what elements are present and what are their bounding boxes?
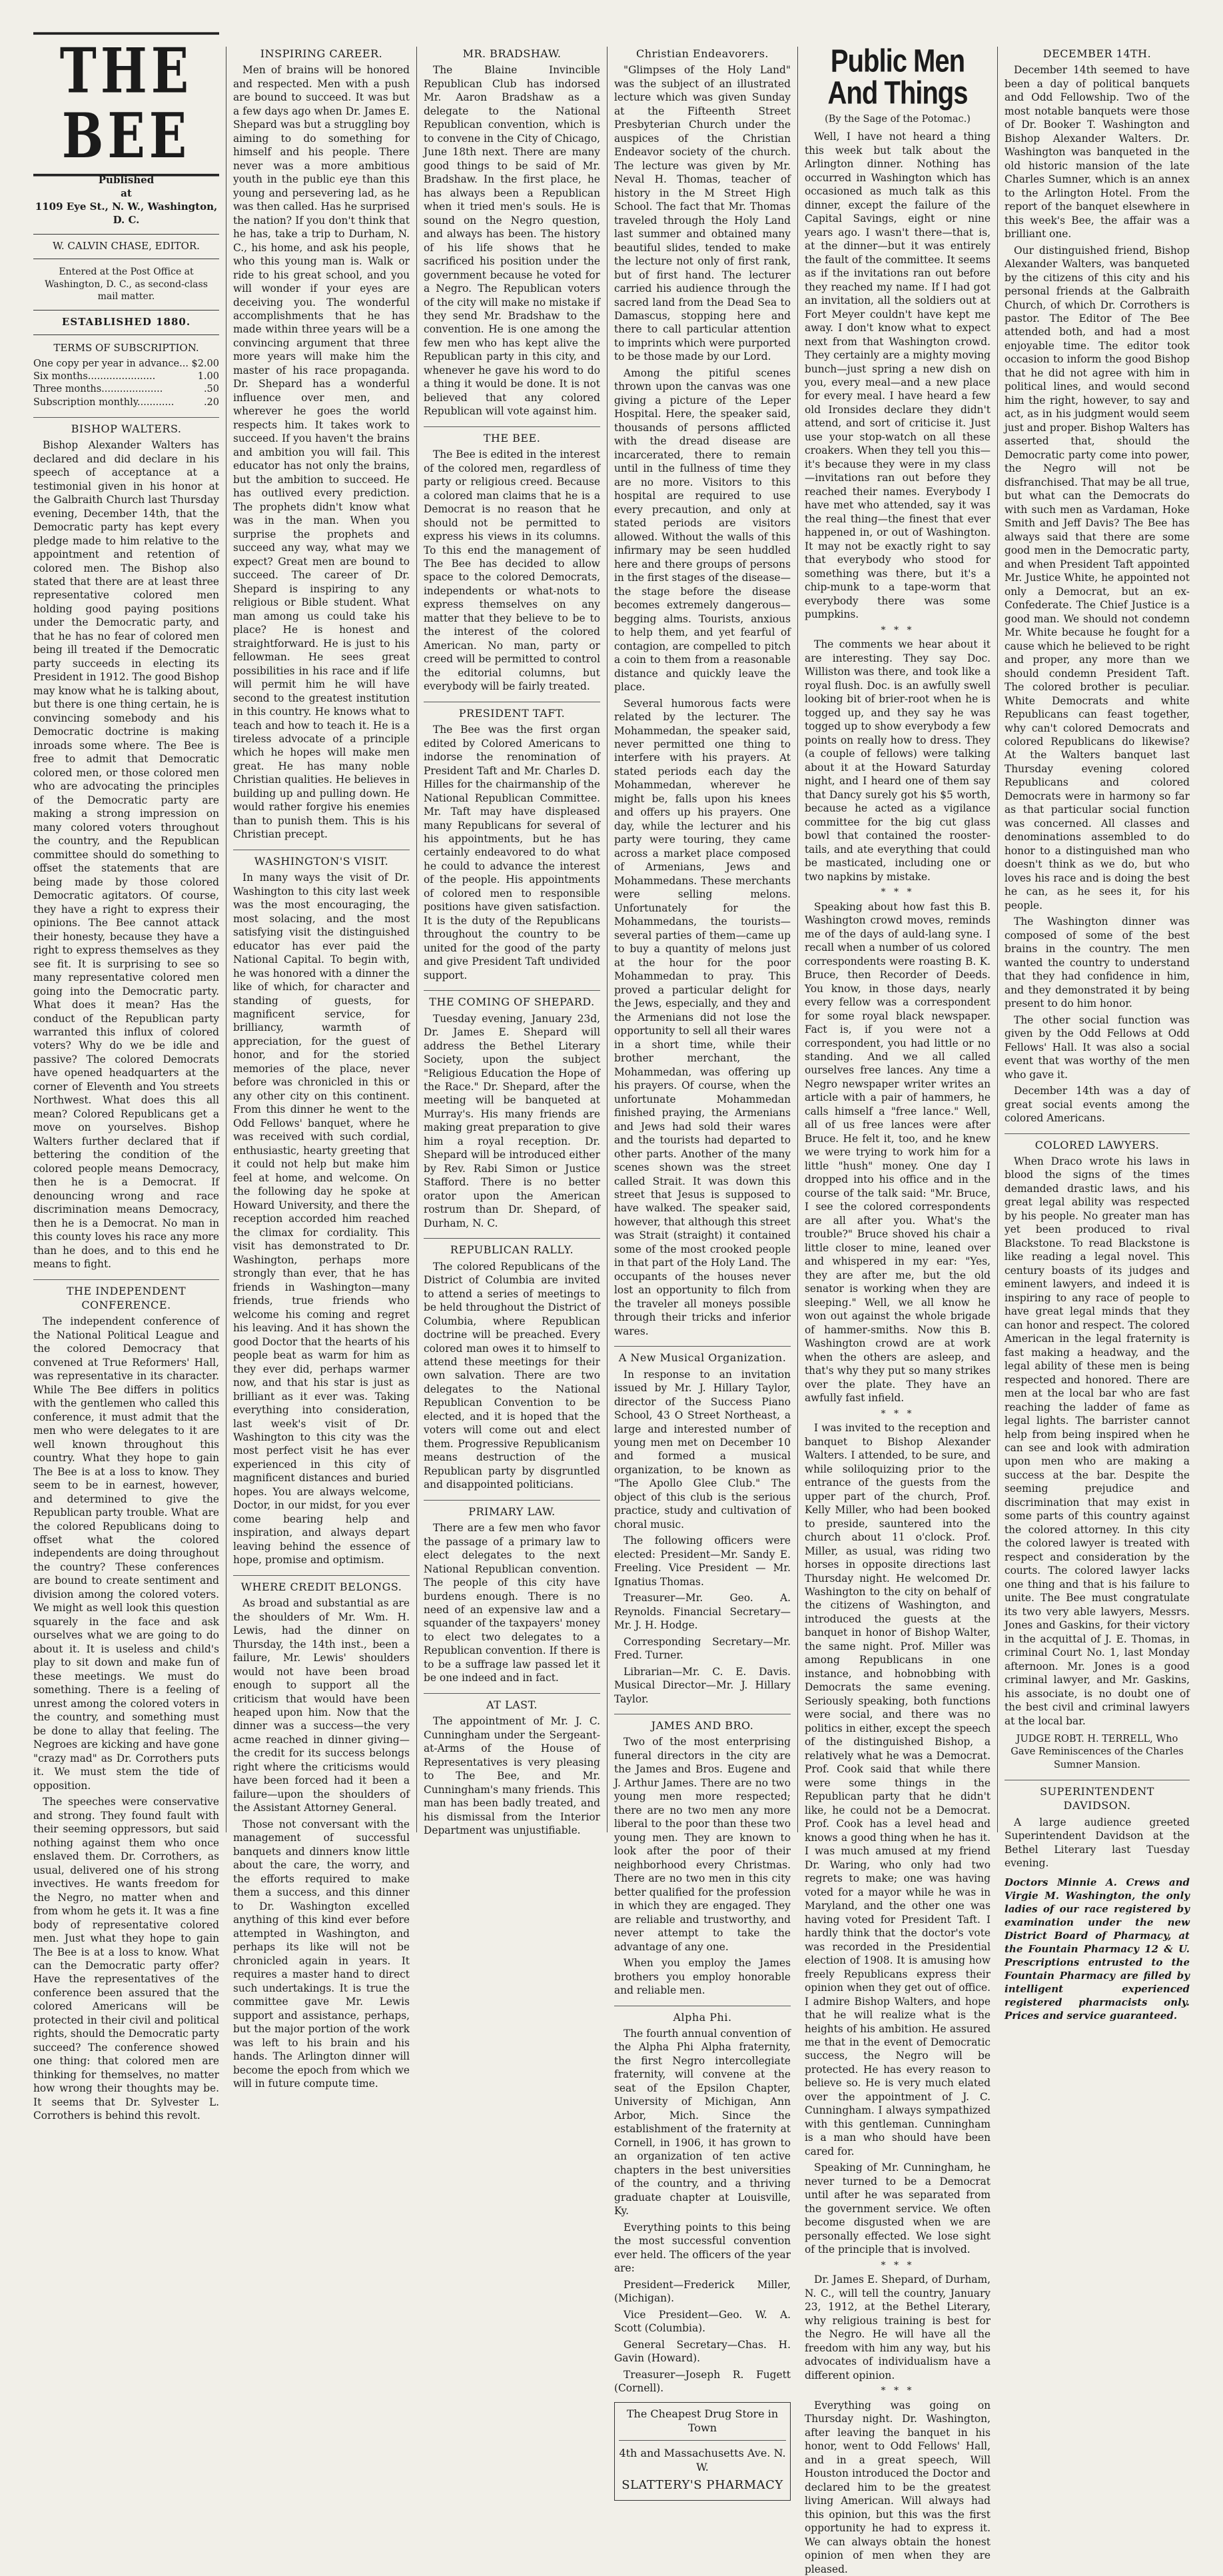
article-paragraph: The colored Republicans of the District of Columbia are invited to attend a series of meetings to be held throughout the District of Columbia, where Republican doctrine will be preached. Every colored man owes it to himself to attend these meetings for their own salvation. There are two delegates to the National Republican Convention to be elected, and it is hoped that the voters will come out and elect them. Progressive Republicanism means destruction of the Republican party by disgruntled and disappointed politicians. xyxy=(424,1260,600,1491)
article-paragraph: A large audience greeted Superintendent Davidson at the Bethel Literary last Tuesday evening. xyxy=(1005,1816,1190,1869)
article-paragraph: Two of the most enterprising funeral directors in the city are the James and Bros. Eugene and J. Arthur James. There are no two young men more respected; there are no two men any more liberal to the poor than these two young men. They are known to look after the poor of their neighborhood every Christmas. There are no two men in this city better qualified for the profession in which they are engaged. They are reliable and trustworthy, and never attempt to take the advantage of any one. xyxy=(614,1736,791,1953)
article-paragraph: Treasurer—Mr. Geo. A. Reynolds. Financial Secretary—Mr. J. H. Hodge. xyxy=(614,1592,791,1632)
drug-store-ad xyxy=(614,2402,791,2501)
article-paragraph: The Washington dinner was composed of some of the best brains in the country. The men wanted the country to understand that they had confidence in him, and they demonstrated it by being present to do him honor. xyxy=(1005,916,1190,1010)
article-title: Alpha Phi. xyxy=(614,2006,791,2024)
section-stars: * * * xyxy=(881,2259,915,2271)
article-paragraph: Men of brains will be honored and respected. Men with a push are bound to succeed. It was but a few days ago when Dr. James E. Shepard was but a struggling boy aiming to do something for himself and his people. There never was a more ambitious youth in the public eye than this young and persevering lad, as he was then called. Has he surprised the nation? If you don't think that he has, take a trip to Durham, N. C., his home, and ask his people, who this young man is. Walk or ride to his great school, and you will wonder if your eyes are deceiving you. The wonderful accomplishments that he has made within three years will be a convincing argument that three more years will make him the master of his race propaganda. Dr. Shepard has a wonderful influence over men, and wherever he goes the world respects him. It takes work to succeed. If you haven't the brains and ambition you will fail. This educator has not only the brains, but the ambition to succeed. He has outlived every prediction. The prophets didn't know what was in the man. When you surprise the prophets and succeed any way, what may we expect? Great men are bound to succeed. The career of Dr. Shepard is inspiring to any religious or Bible student. What man among us could take his place? He is honest and straightforward. He is just to his fellowman. He sees great possibilities in his race and if life will permit him he will have second to the greatest institution in this country. He knows what to teach and how to teach it. He is a tireless advocate of a principle which he hopes will make men great. He has many noble Christian qualities. He believes in building up and pulling down. He would rather forgive his enemies than to punish them. This is his Christian precept. xyxy=(233,64,410,841)
article-title: COLORED LAWYERS. xyxy=(1005,1133,1190,1152)
section-stars: * * * xyxy=(881,1408,915,1419)
article-paragraph: The speeches were conservative and strong. They found fault with their seeming oppressors, but said nothing against them who once enslaved them. Dr. Corrothers, as usual, delivered one of his strong invectives. He wants freedom for the Negro, no matter when and from whom he gets it. It was a fine body of representative colored men. Just what they hope to gain The Bee is at a loss to know. What can the Democratic party offer? Have the representatives of the conference been assured that the colored Americans will be protected in their civil and political rights, should the Democratic party succeed? The conference showed one thing: that colored men are thinking for themselves, no matter how wrong their thoughts may be. It seems that Dr. Sylvester L. Corrothers is behind this revolt. xyxy=(33,1796,220,2122)
byline: (By the Sage of the Potomac.) xyxy=(825,114,971,125)
terms-row: One copy per year in advance... $2.00 xyxy=(33,358,219,369)
section-stars: * * * xyxy=(881,624,915,636)
article-paragraph: The other social function was given by the Odd Fellows at Odd Fellows' Hall. It was also a social event that was worthy of the men who gave it. xyxy=(1005,1013,1190,1081)
section-stars: * * * xyxy=(881,887,915,898)
article-paragraph: Vice President—Geo. W. A. Scott (Columbia). xyxy=(614,2308,791,2335)
article-title: THE COMING OF SHEPARD. xyxy=(424,990,600,1009)
article-paragraph: As broad and substantial as are the shoulders of Mr. Wm. H. Lewis, had the dinner on Thursday, the 14th inst., been a failure, Mr. Lewis' shoulders would not have been broad enough to support all the criticism that would have been heaped upon him. Now that the dinner was a success—the very acme reached in dinner giving—the credit for its success belongs right where the criticisms would have been forced had it been a failure—upon the shoulders of the Assistant Attorney General. xyxy=(233,1597,410,1814)
editor-line: W. CALVIN CHASE, EDITOR. xyxy=(33,234,219,259)
article-paragraph: "Glimpses of the Holy Land" was the subject of an illustrated lecture which was given Sunday at the Fifteenth Street Presbyterian Church under the auspices of the Christian Endeavor society of the church. The lecture was given by Mr. Neval H. Thomas, teacher of history in the M Street High School. The fact that Mr. Thomas traveled through the Holy Land last summer and obtained many beautiful slides, tended to make the lecture not only of first rank, but of first hand. The lecturer carried his audience through the sacred land from the Dead Sea to Damascus, stopping here and there to call particular attention to imprints which were purported to be those made by our Lord. xyxy=(614,64,791,363)
column-1 xyxy=(27,35,226,2122)
article-paragraph: The appointment of Mr. J. C. Cunningham under the Sergeant-at-Arms of the House of Representatives is very pleasing to The Bee, and Mr. Cunningham's many friends. This man has been badly treated, and his dismissal from the Interior Department was unjustifiable. xyxy=(424,1715,600,1837)
article-paragraph: There are a few men who favor the passage of a primary law to elect delegates to the next National Republican convention. The people of this city have burdens enough. There is no need of an expensive law and a squander of the taxpayers' money to elect two delegates to a Republican convention. If there is to be a suffrage law passed let it be one indeed and in fact. xyxy=(424,1522,600,1684)
pharmacy-notice: Doctors Minnie A. Crews and Virgie M. Washington, the only ladies of our race registered by examination under the new District Board of Pharmacy, at the Fountain Pharmacy 12 & U. Prescriptions entrusted to the Fountain Pharmacy are filled by intelligent experienced registered pharmacists only. Prices and service guaranteed. xyxy=(1005,1876,1190,2022)
newspaper-page xyxy=(27,35,1196,2575)
article-title: THE INDEPENDENT CONFERENCE. xyxy=(33,1279,219,1313)
terms-row: Six months...................... 1.00 xyxy=(33,371,219,382)
article-paragraph: President—Frederick Miller, (Michigan). xyxy=(614,2278,791,2305)
article-title: PRESIDENT TAFT. xyxy=(424,702,600,720)
article-paragraph: The following officers were elected: President—Mr. Sandy E. Freeling. Vice President — Mr. Ignatius Thomas. xyxy=(614,1535,791,1588)
article-paragraph: December 14th seemed to have been a day of political banquets and Odd Fellowship. Two of the most notable banquets were those of Dr. Booker T. Washington and Bishop Alexander Walters. Dr. Washington was banqueted in the old historic mansion of the late Charles Sumner, which is an annex to the Arlington Hotel. From the report of the banquet elsewhere in this week's Bee, the affair was a brilliant one. xyxy=(1005,64,1190,241)
article-title: BISHOP WALTERS. xyxy=(33,417,219,436)
established-line: ESTABLISHED 1880. xyxy=(33,310,219,335)
article-paragraph: General Secretary—Chas. H. Gavin (Howard). xyxy=(614,2338,791,2365)
article-paragraph: The Bee was the first organ edited by Colored Americans to indorse the renomination of President Taft and Mr. Charles D. Hilles for the chairmanship of the National Republican Committee. Mr. Taft may have displeased many Republicans for several of his appointments, but he has certainly endeavored to do what he could to advance the interest of the people. His appointments of colored men to responsible positions have given satisfaction. It is the duty of the Republicans throughout the country to be united for the good of the party and give President Taft undivided support. xyxy=(424,724,600,981)
column-5 xyxy=(798,43,998,2575)
article-paragraph: When you employ the James brothers you employ honorable and reliable men. xyxy=(614,1957,791,1997)
published-at: at xyxy=(121,187,132,200)
publication-address: 1109 Eye St., N. W., Washington, D. C. xyxy=(35,201,218,227)
article-paragraph: Among the pitiful scenes thrown upon the canvas was one giving a picture of the Leper Hospital. Here, the speaker said, thousands of persons afflicted with the dread disease are incarcerated, there to remain until in the fullness of time they are no more. Visitors to this hospital are required to use every precaution, and only at stated periods are visitors allowed. Without the walls of this infirmary may be seen huddled here and there groups of persons in the first stages of the disease—the stage before the disease becomes extremely dangerous—begging alms. Tourists, anxious to help them, and yet fearful of contagion, are compelled to pitch a coin to them from a reasonable distance and quickly leave the place. xyxy=(614,366,791,694)
article-paragraph: Well, I have not heard a thing this week but talk about the Arlington dinner. Nothing has occurred in Washington which has occasioned as much talk as this dinner, except the failure of the Capital Savings, eight or nine years ago. I wasn't there—that is, at the dinner—but it was entirely the fault of the committee. It seems as if the invitations ran out before they reached my name. If I had got an invitation, all the soldiers out at Fort Meyer couldn't have kept me away. I don't know what to expect next from that Washington crowd. They certainly are a mighty moving bunch—just spring a new dish on you, every meal—and a new place for every meal. I have heard a few old Ironsides declare they didn't attend, and sort of criticise it. Just use your stop-watch on all these croakers. When they tell you this—it's because they were in my class—invitations ran out before they reached their names. Everybody I have met who attended, say it was the real thing—the finest that ever happened in, or out of Washington. It may not be exactly right to say that everybody who stood for something was there, but it's a chip-munk to a tape-worm that everybody there was some pumpkins. xyxy=(805,131,991,621)
article-paragraph: Corresponding Secretary—Mr. Fred. Turner. xyxy=(614,1635,791,1662)
article-title: JAMES AND BRO. xyxy=(614,1714,791,1732)
article-title: DECEMBER 14TH. xyxy=(1042,47,1152,60)
article-paragraph: Several humorous facts were related by the lecturer. The Mohammedan, the speaker said, never permitted one thing to interfere with his prayers. At stated periods each day the Mohammedan, wherever he might be, falls upon his knees and offers up his prayers. One day, while the lecturer and his party were touring, they came across a market place composed of Armenians, Jews and Mohammedans. These merchants were selling melons. Unfortunately for the Mohammedans, the tourists—several parties of them—came up to buy a quantity of melons just at the hour for the poor Mohammedan to pray. This proved a particular delight for the Jews, especially, and they and the Armenians did not lose the opportunity to sell all their wares in a short time, while their brother merchant, the Mohammedan, was offering up his prayers. Of course, when the unfortunate Mohammedan finished praying, the Armenians and Jews had sold their wares and the tourists had departed to other parts. Another of the many scenes shown was the street called Strait. It was down this street that Jesus is supposed to have walked. The speaker said, however, that although this street was Strait (straight) it contained some of the most crooked people in that part of the Holy Land. The occupants of the houses never lost an opportunity to filch from the traveler all moneys possible through their tricks and inferior wares. xyxy=(614,697,791,1337)
ad-line: 4th and Massachusetts Ave. N. W. xyxy=(619,2447,786,2474)
article-paragraph: Everything points to this being the most successful convention ever held. The officers of the year are: xyxy=(614,2221,791,2275)
article-paragraph: Bishop Alexander Walters has declared and did declare in his speech of acceptance at a testimonial given in his honor at the Galbraith Church last Thursday evening, December 14th, that the Democratic party has kept every pledge made to him relative to the appointment and retention of colored men. The Bishop also stated that there are at least three representative colored men holding good paying positions under the Democratic party, and that he has no fear of colored men being ill treated if the Democratic party succeeds in electing its President in 1912. The good Bishop may know what he is talking about, but there is one thing certain, he is convincing somebody and his Democratic doctrine is making inroads some where. The Bee is free to admit that Democratic colored men, or those colored men who are advocating the principles of the Democratic party are making a strong impression on many colored voters throughout the country, and the Republican committee should do something to offset the statements that are being made by those colored Democratic agitators. Of course, they have a right to express their opinions. The Bee cannot attack their honesty, because they have a right to express themselves as they see fit. It is surprising to see so many representative colored men going into the Democratic party. What does it mean? Has the conduct of the Republican party warranted this influx of colored voters? Why do we be idle and passive? The colored Democrats have opened headquarters at the corner of Eleventh and You streets Northwest. What does this all mean? Colored Republicans get a move on yourselves. Bishop Walters further declared that if bettering the condition of the colored people means Democracy, then he is a Democrat. If denouncing wrong and race discrimination means Democracy, then he is a Democrat. No man in this county loves his race any more than he does, and to this end he means to fight. xyxy=(33,439,219,1271)
article-title: A New Musical Organization. xyxy=(614,1346,791,1365)
article-paragraph: The fourth annual convention of the Alpha Phi Alpha fraternity, the first Negro intercollegiate fraternity, will convene at the seat of the Epsilon Chapter, University of Michigan, Ann Arbor, Mich. Since the establishment of the fraternity at Cornell, in 1906, it has grown to an organization of ten active chapters in the best universities of the country, and a thriving graduate chapter at Louisville, Ky. xyxy=(614,2027,791,2218)
column-4 xyxy=(608,47,798,2492)
ad-line: The Cheapest Drug Store in Town xyxy=(626,2407,779,2434)
column-2 xyxy=(226,47,417,2090)
article-paragraph: Speaking about how fast this B. Washington crowd moves, reminds me of the days of auld-lang syne. I recall when a number of us colored correspondents were roasting B. K. Bruce, then Recorder of Deeds. You know, in those days, nearly every fellow was a correspondent for some royal black newspaper. Fact is, if you were not a correspondent, you had little or no standing. And we all called ourselves free lances. Any time a Negro newspaper writer writes an article with a pair of hammers, he calls himself a "free lance." Well, all of us free lances were after Bruce. He felt it, too, and he knew we were trying to work him for a little "hush" money. One day I dropped into his office and in the course of the talk said: "Mr. Bruce, I see the colored correspondents are all after you. What's the trouble?" Bruce shoved his chair a little closer to mine, leaned over and whispered in my ear: "Yes, they are after me, but the old senator is working when they are sleeping." Well, we all know he won out against the whole brigade of hammer-smiths. Now this B. Washington crowd are at work when the others are asleep, and that's why they put so many strikes over the plate. They have an awfully fast infield. xyxy=(805,900,991,1405)
ad-divider xyxy=(619,2440,786,2441)
article-title: MR. BRADSHAW. xyxy=(462,47,562,60)
article-paragraph: Those not conversant with the management of successful banquets and dinners know little about the care, the worry, and the efforts required to make them a success, and this dinner to Dr. Washington excelled anything of this kind ever before attempted in Washington, and perhaps its like will not be chronicled again in years. It requires a master hand to direct such undertakings. It is true the committee gave Mr. Lewis support and assistance, perhaps, but the major portion of the work was left to his brain and his hands. The Arlington dinner will become the epoch from which we will in future compute time. xyxy=(233,1818,410,2090)
article-paragraph: Tuesday evening, January 23d, Dr. James E. Shepard will address the Bethel Literary Society, upon the subject "Religious Education the Hope of the Race." Dr. Shepard, after the meeting will be banqueted at Murray's. His many friends are making great preparation to give him a royal reception. Dr. Shepard will be introduced either by Rev. Rabi Simon or Justice Stafford. There is no better orator upon the American rostrum than Dr. Shepard, of Durham, N. C. xyxy=(424,1012,600,1229)
entered-notice: Entered at the Post Office at Washington, D. C., as second-class mail matter. xyxy=(45,267,208,303)
article-paragraph: In many ways the visit of Dr. Washington to this city last week was the most encouraging, the most solacing, and the most satisfying visit the distinguished educator has ever paid the National Capital. To begin with, he was honored with a dinner the like of which, for character and standing of guests, for magnificent service, for brilliancy, warmth of appreciation, for the guest of honor, and for the storied memories of the place, never before was chronicled in this or any other city on this continent. From this dinner he went to the Odd Fellows' banquet, where he was received with such cordial, enthusiastic, hearty greeting that it could not help but make him feel at home, and welcome. On the following day he spoke at Howard University, and there the reception accorded him reached the climax for cordiality. This visit has demonstrated to Dr. Washington, perhaps more strongly than ever, that he has friends in Washington—many friends, true friends who welcome his coming and regret his leaving. And it has shown the good Doctor that the hearts of his people beat as warm for him as they ever did, perhaps warmer now, and that his star is just as brilliant as it ever was. Taking everything into consideration, last week's visit of Dr. Washington to this city was the most perfect visit he has ever experienced in this city of magnificent distances and buried hopes. You are always welcome, Doctor, in our midst, for you ever come bearing help and inspiration, and always depart leaving behind the essence of hope, promise and optimism. xyxy=(233,872,410,1567)
article-paragraph: The Bee is edited in the interest of the colored men, regardless of party or religious creed. Because a colored man claims that he is a Democrat is no reason that he should not be permitted to express his views in its columns. To this end the management of The Bee has decided to allow space to the colored Democrats, independents or what-nots to express themselves on any matter that they believe to be to the interest of the colored American. No man, party or creed will be permitted to control the editorial columns, but everybody will be fairly treated. xyxy=(424,448,600,693)
article-paragraph: December 14th was a day of great social events among the colored Americans. xyxy=(1005,1085,1190,1125)
article-paragraph: The independent conference of the National Political League and the colored Democracy that convened at True Reformers' Hall, was representative in its character. While The Bee differs in politics with the gentlemen who called this conference, it must admit that the men who were delegates to it are well known throughout this country. What they hope to gain The Bee is at a loss to know. They seem to be in earnest, however, and determined to give the Republican party trouble. What are the colored Republicans doing to offset what the colored independents are doing throughout the country? These conferences are bound to create sentiment and division among the colored voters. We might as well look this question squarely in the face and ask ourselves what we are going to do about it. It is useless and child's play to sit down and make fun of these meetings. We must do something. There is a feeling of unrest among the colored voters in the country, and something must be done to allay that feeling. The Negroes are kicking and have gone "crazy mad" as Dr. Corrothers puts it. We must stem the tide of opposition. xyxy=(33,1315,219,1792)
column-6 xyxy=(998,47,1196,2022)
article-paragraph: Librarian—Mr. C. E. Davis. Musical Director—Mr. J. Hillary Taylor. xyxy=(614,1665,791,1705)
article-paragraph: Our distinguished friend, Bishop Alexander Walters, was banqueted by the citizens of this city and his personal friends at the Galbraith Church, of which Dr. Corrothers is pastor. The Editor of The Bee attended both, and had a most enjoyable time. The editor took occasion to inform the good Bishop that he did not agree with him in political lines, and would second him the right, however, to say and act, as in his judgment would seem just and proper. Bishop Walters has asserted that, should the Democratic party come into power, the Negro will not be disfranchised. That may be all true, but what can the Democrats do with such men as Vardaman, Hoke Smith and Jeff Davis? The Bee has always said that there are some good men in the Democratic party, and when President Taft appointed Mr. Justice White, he appointed not only a Democrat, but an ex-Confederate. The Chief Justice is a good man. We should not condemn Mr. White because he fought for a cause which he believed to be right and proper, any more than we should condemn President Taft. The colored brother is peculiar. White Democrats and white Republicans can feast together, why can't colored Democrats and colored Republicans do likewise? At the Walters banquet last Thursday evening colored Republicans and colored Democrats were in harmony so far as that particular social function was concerned. All classes and denominations assembled to do honor to a distinguished man who doesn't think as we do, but who loves his race and is doing the best he can, as he sees it, for his people. xyxy=(1005,244,1190,912)
article-paragraph: Everything was going on Thursday night. Dr. Washington, after leaving the banquet in his honor, went to Odd Fellows' Hall, and in a great speech, Will Houston introduced the Doctor and declared him to be the greatest living American. Will always had this opinion, but this was the first opportunity he had to express it. We can always obtain the honest opinion of men when they are pleased. xyxy=(805,2399,991,2575)
judge-notice: JUDGE ROBT. H. TERRELL, Who Gave Reminiscences of the Charles Sumner Mansion. xyxy=(1011,1734,1184,1770)
terms-table xyxy=(33,358,219,409)
article-title: WHERE CREDIT BELONGS. xyxy=(233,1575,410,1594)
terms-row: Subscription monthly............ .20 xyxy=(33,396,219,408)
article-title: AT LAST. xyxy=(424,1693,600,1712)
public-men-header: Public Men And Things xyxy=(827,43,968,111)
article-paragraph: Treasurer—Joseph R. Fugett (Cornell). xyxy=(614,2368,791,2395)
terms-heading: TERMS OF SUBSCRIPTION. xyxy=(53,341,199,354)
publication-info xyxy=(33,174,219,227)
article-paragraph: When Draco wrote his laws in blood the signs of the times demanded drastic laws, and his great legal ability was respected by his people. No greater man has yet been produced to rival Blackstone. To read Blackstone is like reading a legal novel. This century boasts of its judges and eminent lawyers, and indeed it is inspiring to any race of people to have great legal minds that they can honor and respect. The colored American in the legal fraternity is fast making a headway, and the legal ability of these men is being respected and honored. There are men at the local bar who are fast reaching the ladder of fame as legal lights. The barrister cannot help from being inspired when he can see and look with admiration upon men who are making a success at the bar. Despite the seeming prejudice and discrimination that may exist in some parts of this country against the colored attorney. In this city the colored lawyer is treated with respect and consideration by the courts. The colored lawyer lacks one thing and that is his failure to unite. The Bee must congratulate its two very able lawyers, Messrs. Jones and Gaskins, for their victory in the acquittal of J. E. Thomas, in criminal Court No. 1, last Monday afternoon. Mr. Jones is a good criminal lawyer, and Mr. Gaskins, his associate, is no doubt one of the best civil and criminal lawyers at the local bar. xyxy=(1005,1155,1190,1727)
ad-line: SLATTERY'S PHARMACY xyxy=(621,2477,783,2492)
column-3 xyxy=(417,47,608,1837)
article-paragraph: The Blaine Invincible Republican Club has indorsed Mr. Aaron Bradshaw as a delegate to the National Republican convention, which is to convene in the City of Chicago, June 18th next. There are many good things to be said of Mr. Bradshaw. In the first place, he has always been a Republican when it tried men's souls. He is sound on the Negro question, and always has been. The history of his life shows that he sacrificed his position under the government because he voted for a Negro. The Republican voters of the city will make no mistake if they send Mr. Bradshaw to the convention. He is one among the few men who has kept alive the Republican party in this city, and whenever he gave his word to do a thing it would be done. It is not believed that any colored Republican will vote against him. xyxy=(424,64,600,418)
article-paragraph: In response to an invitation issued by Mr. J. Hillary Taylor, director of the Success Piano School, 43 O Street Northeast, a large and interested number of young men met on December 10 and formed a musical organization, to be known as "The Apollo Glee Club." The object of this club is the serious practice, study and cultivation of choral music. xyxy=(614,1368,791,1531)
article-paragraph: Dr. James E. Shepard, of Durham, N. C., will tell the country, January 23, 1912, at the Bethel Literary, why religious training is best for the Negro. He will have all the freedom with him any way, but his advocates of individualism have a different opinion. xyxy=(805,2273,991,2381)
article-title: INSPIRING CAREER. xyxy=(260,47,383,60)
masthead-title: THE BEE xyxy=(33,32,219,177)
article-title: THE BEE. xyxy=(424,426,600,445)
article-paragraph: Speaking of Mr. Cunningham, he never turned to be a Democrat until after he was separated from the government service. We often become disgusted when we are personally effected. We lose sight of the principle that is involved. xyxy=(805,2162,991,2256)
published-label: Published xyxy=(98,174,155,187)
article-title: REPUBLICAN RALLY. xyxy=(424,1238,600,1257)
article-paragraph: The comments we hear about it are interesting. They say Doc. Williston was there, and took like a royal flush. Doc. is an awfully swell looking bit of brier-root when he is togged up, and they say he was togged up to show everybody a few points on really how to dress. They (a couple of fellows) were talking about it at the Howard Saturday night, and I heard one of them say that Dancy surely got his $5 worth, because he acted as a vigilance committee for the big cut glass bowl that contained the rooster-tails, and ate everything that could be masticated, including one or two napkins by mistake. xyxy=(805,638,991,883)
article-title: Christian Endeavorers. xyxy=(636,47,769,60)
article-paragraph: I was invited to the reception and banquet to Bishop Alexander Walters. I attended, to be sure, and while soliloquizing prior to the entrance of the guests from the upper part of the church, Prof. Kelly Miller, who had been booked to preside, sauntered into the church about 11 o'clock. Prof. Miller, as usual, was riding two horses in opposite directions last Thursday night. He welcomed Dr. Washington to the city on behalf of the citizens of Washington, and introduced the guests at the banquet in honor of Bishop Walter, the same night. Prof. Miller was among Republicans in one instance, and hobnobbing with Democrats the same evening. Seriously speaking, both functions were social, and there was no politics in either, except the speech of the distinguished Bishop, a relatively what he was a Democrat. Prof. Cook said that while there were some things in the Republican party that he didn't like, he could not be a Democrat. Prof. Cook has a level head and knows a good thing when he has it. I was much amused at my friend Dr. Waring, who only had two regrets to make; one was having voted for a mayor while he was in Maryland, and the other one was having voted for President Taft. I hardly think that the doctor's vote was recorded in the Presidential election of 1908. It is amusing how freely Republicans express their opinion when they get out of office. I admire Bishop Walters, and hope that he will realize what is the heights of his ambition. He assured me that in the event of Democratic success, the Negro will be protected. He has every reason to believe so. He is very much elated over the appointment of J. C. Cunningham. I always sympathized with this gentleman. Cunningham is a man who should have been cared for. xyxy=(805,1422,991,2158)
article-title: PRIMARY LAW. xyxy=(424,1500,600,1519)
terms-row: Three months.................... .50 xyxy=(33,384,219,395)
section-stars: * * * xyxy=(881,2385,915,2397)
article-title: SUPERINTENDENT DAVIDSON. xyxy=(1005,1780,1190,1813)
article-title: WASHINGTON'S VISIT. xyxy=(233,850,410,868)
